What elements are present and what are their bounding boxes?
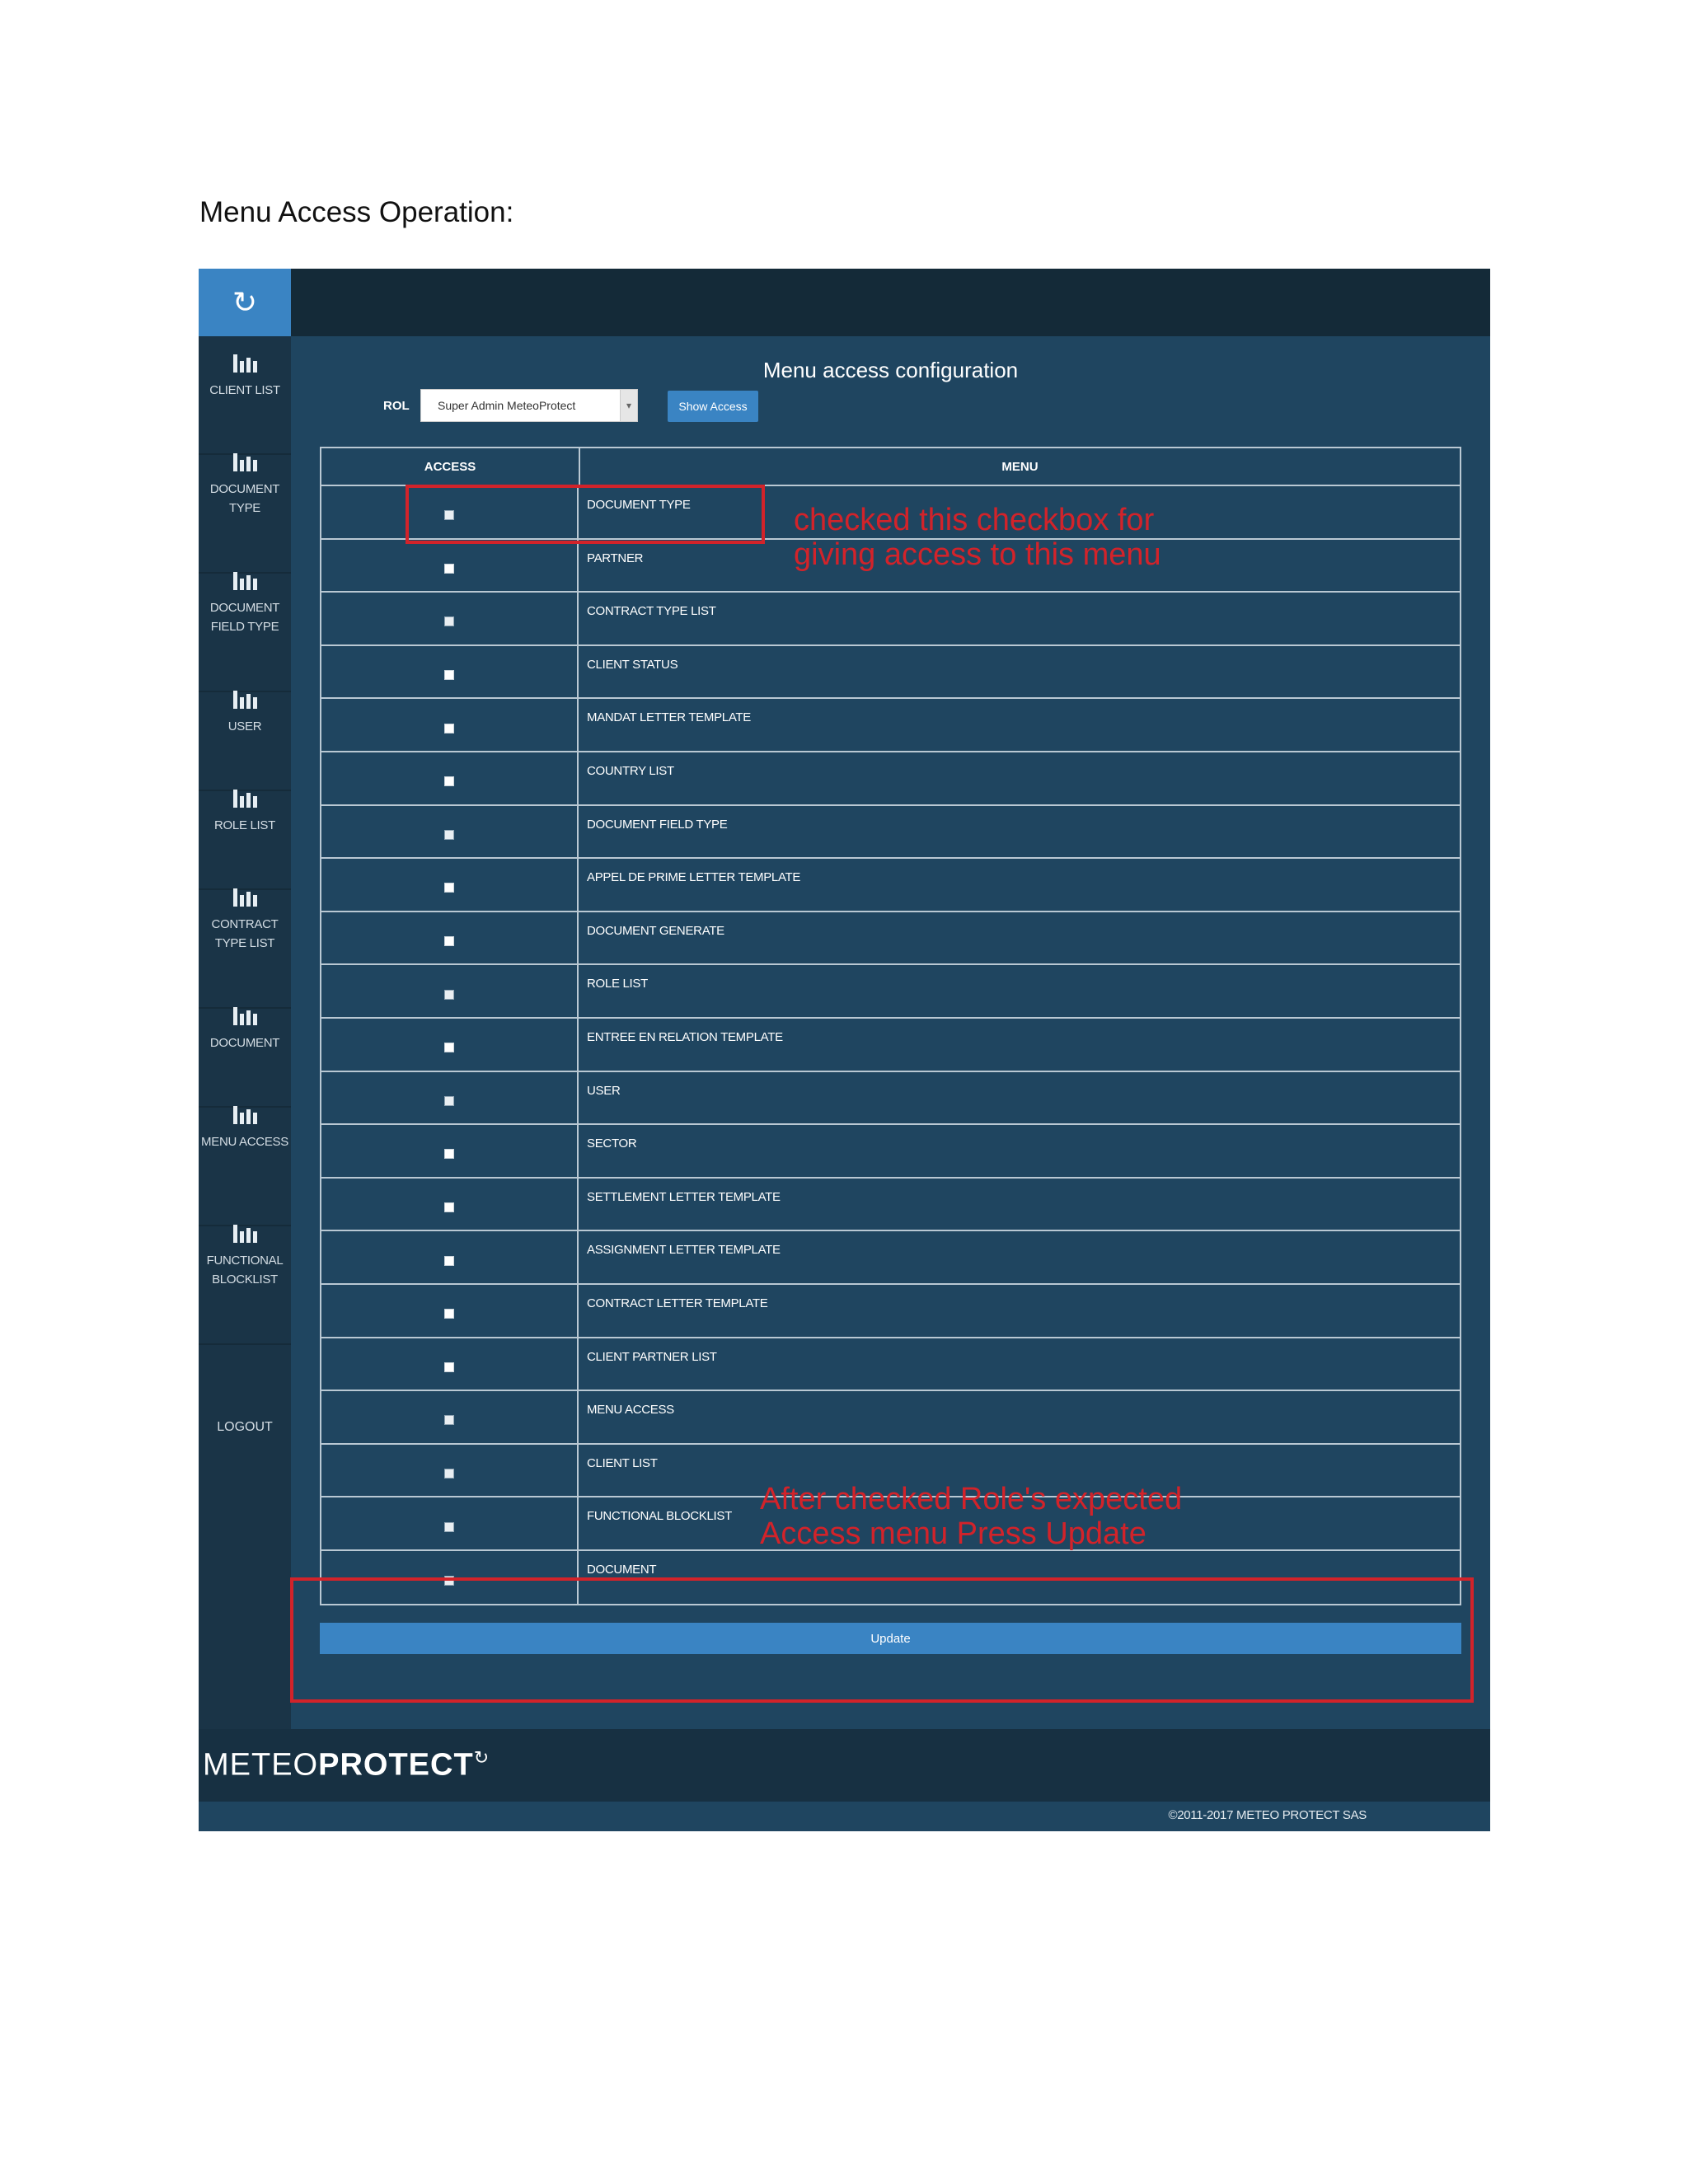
access-checkbox[interactable] bbox=[444, 1043, 454, 1052]
sidebar-item-document-field-type[interactable] bbox=[199, 572, 291, 692]
table-row bbox=[321, 1125, 1460, 1179]
access-checkbox-checked[interactable] bbox=[444, 1469, 454, 1479]
chevron-down-icon: ▾ bbox=[620, 390, 637, 421]
rol-select[interactable] bbox=[420, 389, 638, 422]
access-cell bbox=[321, 699, 579, 751]
update-button[interactable]: Update bbox=[320, 1623, 1461, 1654]
brand-mark-icon: ↻ bbox=[473, 1747, 490, 1768]
sidebar-item-user[interactable] bbox=[199, 691, 291, 791]
access-checkbox[interactable] bbox=[444, 1149, 454, 1159]
menu-cell: CONTRACT TYPE LIST bbox=[587, 604, 716, 619]
sidebar-item-label: USER bbox=[227, 719, 262, 733]
access-checkbox[interactable] bbox=[444, 1309, 454, 1319]
bar-chart-icon bbox=[233, 1007, 257, 1025]
table-row bbox=[321, 965, 1460, 1019]
access-checkbox-checked[interactable] bbox=[444, 830, 454, 840]
menu-cell: ASSIGNMENT LETTER TEMPLATE bbox=[587, 1243, 781, 1258]
table-row bbox=[321, 806, 1460, 860]
bar-chart-icon bbox=[233, 691, 257, 709]
access-cell bbox=[321, 912, 579, 964]
menu-cell: DOCUMENT FIELD TYPE bbox=[587, 817, 728, 832]
access-cell bbox=[321, 859, 579, 911]
access-checkbox[interactable] bbox=[444, 724, 454, 733]
access-cell bbox=[321, 806, 579, 858]
menu-cell: DOCUMENT TYPE bbox=[587, 498, 691, 512]
sidebar-item-label: CLIENT LIST bbox=[209, 383, 280, 397]
refresh-logo-icon: ↻ bbox=[232, 285, 258, 319]
sidebar-item-functional-blocklist[interactable] bbox=[199, 1225, 291, 1345]
sidebar-item-label: DOCUMENT FIELD TYPE bbox=[209, 601, 280, 634]
sidebar-item-document-type[interactable] bbox=[199, 453, 291, 574]
access-checkbox-checked[interactable] bbox=[444, 1096, 454, 1106]
access-cell bbox=[321, 1019, 579, 1071]
menu-cell: SECTOR bbox=[587, 1137, 637, 1151]
access-checkbox[interactable] bbox=[444, 936, 454, 946]
table-row bbox=[321, 1231, 1460, 1285]
access-checkbox[interactable] bbox=[444, 564, 454, 574]
menu-cell: ENTREE EN RELATION TEMPLATE bbox=[587, 1029, 783, 1044]
access-checkbox[interactable] bbox=[444, 1202, 454, 1212]
annotation-checkbox-note: checked this checkbox for giving access to this menu bbox=[794, 503, 1161, 572]
access-cell bbox=[321, 1179, 579, 1230]
menu-cell: DOCUMENT GENERATE bbox=[587, 923, 724, 938]
table-row bbox=[321, 912, 1460, 966]
brand-light: METEO bbox=[203, 1747, 319, 1783]
sidebar bbox=[199, 336, 291, 1729]
header-access: ACCESS bbox=[321, 448, 580, 485]
bar-chart-icon bbox=[233, 1106, 257, 1124]
menu-cell: USER bbox=[587, 1083, 621, 1098]
sidebar-item-label: MENU ACCESS bbox=[201, 1135, 288, 1149]
table-body bbox=[321, 486, 1460, 1604]
access-cell bbox=[321, 965, 579, 1017]
access-cell bbox=[321, 1391, 579, 1443]
sidebar-item-client-list[interactable] bbox=[199, 354, 291, 455]
access-cell bbox=[321, 593, 579, 644]
bar-chart-icon bbox=[233, 354, 257, 373]
sidebar-item-label: DOCUMENT TYPE bbox=[209, 482, 280, 515]
sidebar-item-contract-type-list[interactable] bbox=[199, 888, 291, 1009]
access-checkbox[interactable] bbox=[444, 1256, 454, 1266]
access-cell bbox=[321, 1285, 579, 1337]
access-cell bbox=[321, 1072, 579, 1124]
table-row bbox=[321, 752, 1460, 806]
sidebar-item-label: ROLE LIST bbox=[214, 818, 275, 832]
access-checkbox[interactable] bbox=[444, 1362, 454, 1372]
access-cell bbox=[321, 1338, 579, 1390]
annotation-checkbox-box bbox=[406, 485, 765, 544]
sidebar-item-label: CONTRACT TYPE LIST bbox=[211, 917, 279, 950]
top-bar bbox=[199, 269, 1490, 336]
footer-bar bbox=[199, 1802, 1490, 1831]
menu-cell: DOCUMENT bbox=[587, 1562, 657, 1577]
sidebar-item-label: FUNCTIONAL BLOCKLIST bbox=[206, 1254, 284, 1286]
table-header bbox=[321, 448, 1460, 486]
table-row bbox=[321, 859, 1460, 912]
brand-logo bbox=[203, 1747, 490, 1783]
rol-select-value: Super Admin MeteoProtect bbox=[438, 399, 576, 412]
table-row bbox=[321, 593, 1460, 646]
menu-cell: CLIENT STATUS bbox=[587, 657, 678, 672]
bar-chart-icon bbox=[233, 1225, 257, 1243]
access-cell bbox=[321, 540, 579, 592]
table-row bbox=[321, 1179, 1460, 1232]
table-row bbox=[321, 1285, 1460, 1338]
access-cell bbox=[321, 646, 579, 698]
bar-chart-icon bbox=[233, 453, 257, 471]
table-row bbox=[321, 699, 1460, 752]
annotation-update-box bbox=[290, 1577, 1474, 1703]
header-menu: MENU bbox=[1001, 459, 1039, 474]
menu-cell: PARTNER bbox=[587, 551, 644, 565]
menu-cell: CONTRACT LETTER TEMPLATE bbox=[587, 1296, 768, 1310]
menu-cell: APPEL DE PRIME LETTER TEMPLATE bbox=[587, 870, 801, 885]
bar-chart-icon bbox=[233, 572, 257, 590]
sidebar-item-menu-access[interactable] bbox=[199, 1106, 291, 1226]
menu-cell: CLIENT PARTNER LIST bbox=[587, 1349, 717, 1364]
footer-brand-bar bbox=[199, 1729, 1490, 1802]
access-cell bbox=[321, 1497, 579, 1549]
access-checkbox-checked[interactable] bbox=[444, 1522, 454, 1532]
table-row bbox=[321, 646, 1460, 700]
bar-chart-icon bbox=[233, 790, 257, 808]
access-checkbox-checked[interactable] bbox=[444, 616, 454, 626]
access-checkbox[interactable] bbox=[444, 883, 454, 893]
access-checkbox-checked[interactable] bbox=[444, 990, 454, 1000]
access-cell bbox=[321, 1445, 579, 1497]
menu-cell: MANDAT LETTER TEMPLATE bbox=[587, 710, 751, 725]
copyright: ©2011-2017 METEO PROTECT SAS bbox=[1168, 1808, 1367, 1822]
app-logo-button[interactable] bbox=[199, 269, 291, 336]
access-checkbox-checked[interactable] bbox=[444, 1415, 454, 1425]
table-row bbox=[321, 1072, 1460, 1126]
show-access-button[interactable]: Show Access bbox=[668, 391, 758, 422]
table-row bbox=[321, 1019, 1460, 1072]
menu-cell: COUNTRY LIST bbox=[587, 763, 674, 778]
brand-bold: PROTECT bbox=[318, 1747, 474, 1783]
access-cell bbox=[321, 752, 579, 804]
sidebar-item-document[interactable] bbox=[199, 1007, 291, 1108]
table-row bbox=[321, 1391, 1460, 1445]
access-cell bbox=[321, 1125, 579, 1177]
menu-cell: ROLE LIST bbox=[587, 977, 648, 991]
menu-cell: FUNCTIONAL BLOCKLIST bbox=[587, 1509, 732, 1524]
sidebar-item-label: DOCUMENT bbox=[209, 1036, 280, 1050]
annotation-update-note: After checked Role's expected Access menu Press Update bbox=[760, 1482, 1183, 1551]
menu-cell: SETTLEMENT LETTER TEMPLATE bbox=[587, 1189, 781, 1204]
access-checkbox[interactable] bbox=[444, 776, 454, 786]
document-heading: Menu Access Operation: bbox=[199, 196, 514, 228]
table-row bbox=[321, 1338, 1460, 1392]
logout-link[interactable]: LOGOUT bbox=[217, 1420, 273, 1434]
access-checkbox[interactable] bbox=[444, 670, 454, 680]
access-table bbox=[320, 447, 1461, 1605]
rol-label: ROL bbox=[383, 399, 410, 413]
menu-cell: MENU ACCESS bbox=[587, 1403, 674, 1418]
bar-chart-icon bbox=[233, 888, 257, 907]
sidebar-item-role-list[interactable] bbox=[199, 790, 291, 890]
page-title: Menu access configuration bbox=[762, 358, 1019, 382]
menu-cell: CLIENT LIST bbox=[587, 1455, 658, 1470]
access-cell bbox=[321, 1231, 579, 1283]
